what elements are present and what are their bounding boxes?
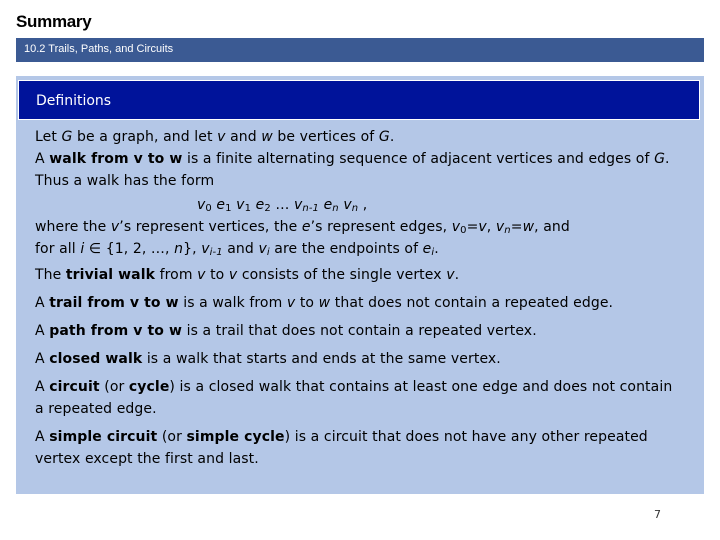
term-path: path from v to w: [49, 323, 183, 339]
definition-circuit: A circuit (or cycle) is a closed walk that contains at least one edge and does not contain a repeated edge.: [35, 379, 673, 417]
term-simple-cycle: simple cycle: [186, 429, 285, 445]
term-circuit: circuit: [49, 379, 100, 395]
card-body: [35, 126, 685, 470]
definitions-card: [16, 76, 704, 494]
term-simple-circuit: simple circuit: [49, 429, 158, 445]
definition-walk: A walk from v to w is a finite alternating sequence of adjacent vertices and edges of G.: [35, 151, 670, 167]
walk-form-intro: Thus a walk has the form: [35, 173, 215, 189]
definition-setup: Let G be a graph, and let v and w be vertices of G.: [35, 129, 395, 145]
section-title: 10.2 Trails, Paths, and Circuits: [24, 43, 174, 55]
card-title: Definitions: [36, 93, 112, 109]
card-header: [18, 80, 700, 120]
definition-trail: A trail from v to w is a walk from v to w that does not contain a repeated edge.: [35, 295, 614, 311]
section-bar: [16, 38, 704, 62]
definition-simple-circuit: A simple circuit (or simple cycle) is a circuit that does not have any other repeated vertex except the first and last.: [35, 429, 648, 467]
definition-path: A path from v to w is a trail that does not contain a repeated vertex.: [35, 323, 537, 339]
term-trail: trail from v to w: [49, 295, 179, 311]
slide-title: Summary: [16, 12, 92, 31]
term-closed-walk: closed walk: [49, 351, 143, 367]
term-cycle: cycle: [128, 379, 170, 395]
page-number: 7: [654, 508, 661, 521]
walk-formula: $v_0$ $e_1$ $v_1$ $e_2$ … $v_{n-1}$ $e_n$ $v_n$ ,: [197, 197, 368, 214]
term-trivial-walk: trivial walk: [65, 267, 156, 283]
walk-explanation: where the v’s represent vertices, the e’s represent edges, $v_0=v$, $v_n=w$, and for all i ∈ {1, 2, …, n}, $v_{i-1}$ and $v_i$ are the endpoints of $e_i$.: [35, 219, 570, 258]
definition-closed-walk: A closed walk is a walk that starts and ends at the same vertex.: [35, 351, 501, 367]
term-walk: walk from v to w: [49, 151, 183, 167]
definition-trivial-walk: The trivial walk from v to v consists of the single vertex v.: [35, 267, 460, 283]
